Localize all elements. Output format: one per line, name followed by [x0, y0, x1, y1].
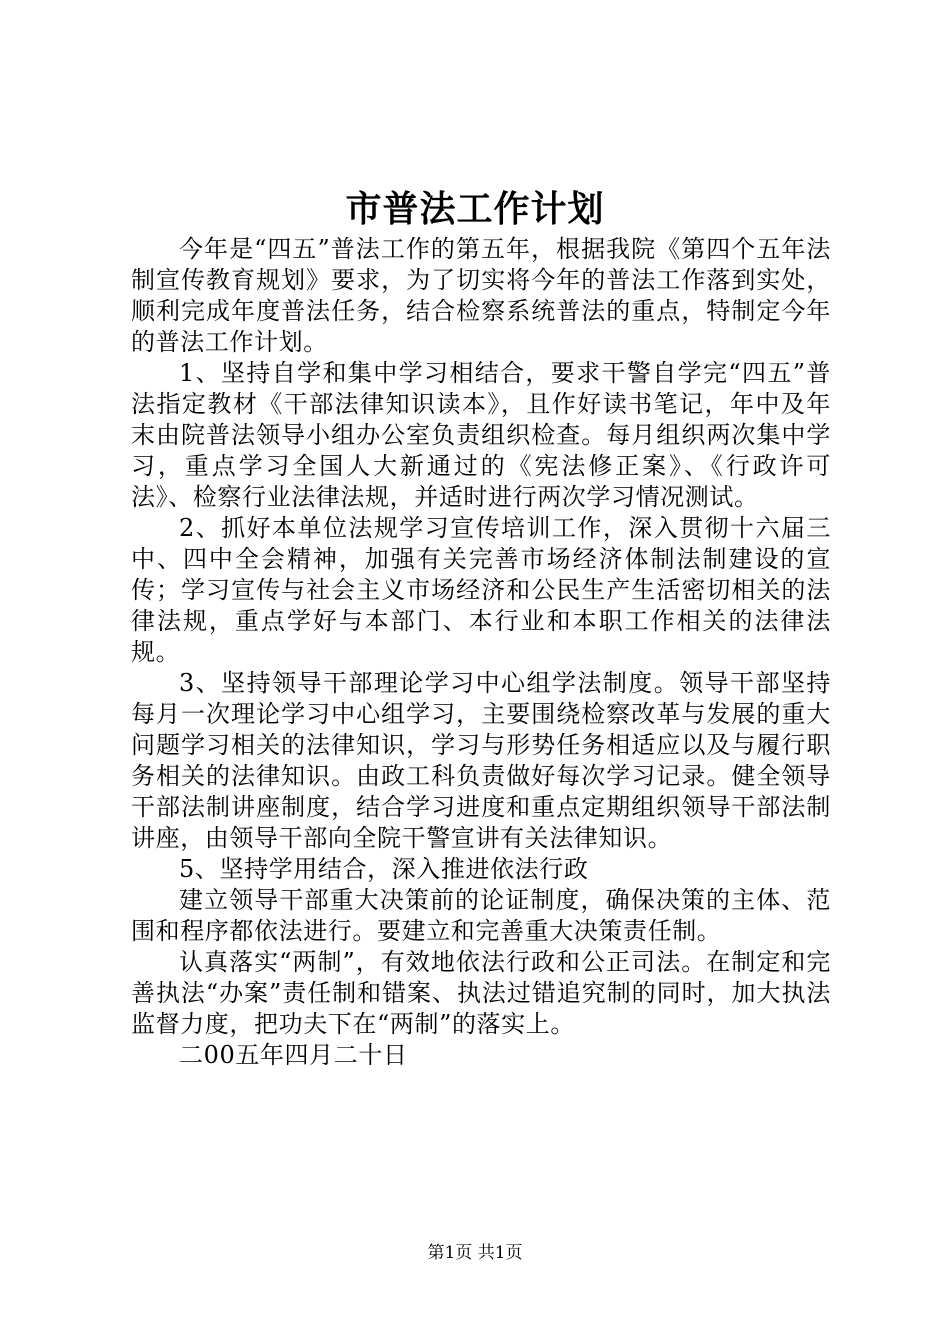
paragraph-item-1: 1、坚持自学和集中学习相结合，要求干警自学完“四五”普法指定教材《干部法律知识读本》，且作好读书笔记，年中及年末由院普法领导小组办公室负责组织检查。每月组织两次集中学习，重点学习全国人大新通过的《宪法修正案》、《行政许可法》、检察行业法律法规，并适时进行两次学习情况测试。 — [131, 359, 831, 511]
paragraph-two-systems: 认真落实“两制”，有效地依法行政和公正司法。在制定和完善执法“办案”责任制和错案、执法过错追究制的同时，加大执法监督力度，把功夫下在“两制”的落实上。 — [131, 948, 831, 1038]
paragraph-intro: 今年是“四五”普法工作的第五年，根据我院《第四个五年法制宣传教育规划》要求，为了切实将今年的普法工作落到实处，顺利完成年度普法任务，结合检察系统普法的重点，特制定今年的普法工作计划。 — [131, 235, 831, 356]
paragraph-item-3: 3、坚持领导干部理论学习中心组学法制度。领导干部坚持每月一次理论学习中心组学习，主要围绕检察改革与发展的重大问题学习相关的法律知识，学习与形势任务相适应以及与履行职务相关的法律知识。由政工科负责做好每次学习记录。健全领导干部法制讲座制度，结合学习进度和重点定期组织领导干部法制讲座，由领导干部向全院干警宣讲有关法律知识。 — [131, 669, 831, 852]
page-footer: 第1页 共1页 — [427, 1243, 523, 1263]
document-title: 市普法工作计划 — [345, 188, 605, 230]
paragraph-item-5: 5、坚持学用结合，深入推进依法行政 — [179, 855, 589, 883]
document-body — [131, 234, 831, 1071]
paragraph-decision-system: 建立领导干部重大决策前的论证制度，确保决策的主体、范围和程序都依法进行。要建立和完善重大决策责任制。 — [131, 886, 831, 945]
document-date: 二00五年四月二十日 — [179, 1041, 408, 1069]
paragraph-item-2: 2、抓好本单位法规学习宣传培训工作，深入贯彻十六届三中、四中全会精神，加强有关完善市场经济体制法制建设的宣传；学习宣传与社会主义市场经济和公民生产生活密切相关的法律法规，重点学好与本部门、本行业和本职工作相关的法律法规。 — [131, 514, 831, 666]
